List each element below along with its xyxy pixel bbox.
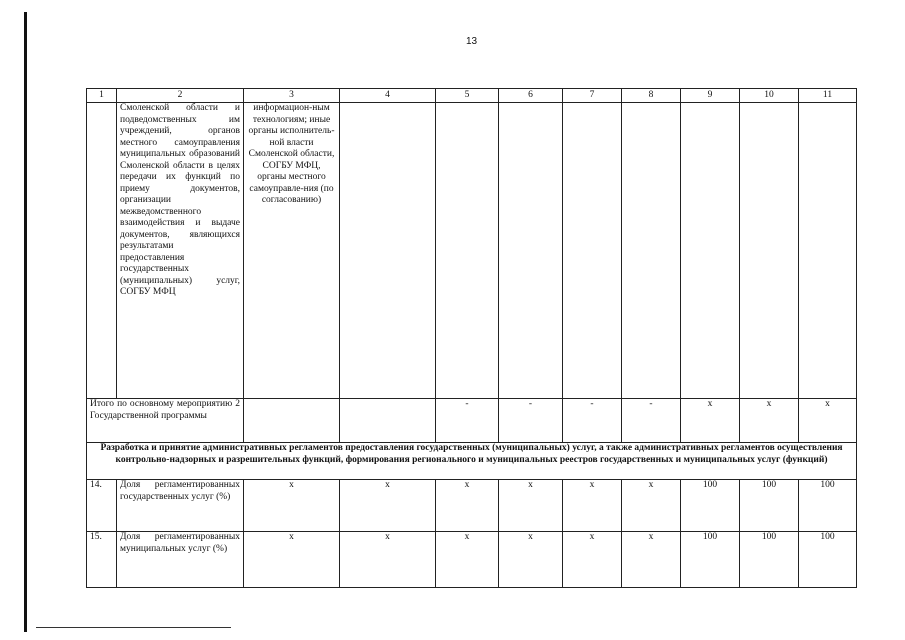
- header-cell: 4: [340, 89, 436, 103]
- header-cell: 7: [563, 89, 622, 103]
- header-cell: 2: [117, 89, 244, 103]
- row-number: 15.: [87, 532, 117, 588]
- total-row: Итого по основному мероприятию 2 Государственной программы - - - - х х х: [87, 399, 857, 443]
- header-cell: 5: [436, 89, 499, 103]
- column-number-row: [87, 89, 857, 103]
- header-cell: 3: [244, 89, 340, 103]
- row-number: 14.: [87, 480, 117, 532]
- table-row: [87, 103, 857, 399]
- left-margin-rule: [24, 12, 27, 632]
- table-row: 14. Доля регламентированных государственных услуг (%) х х х х х х 100 100 100: [87, 480, 857, 532]
- total-label: Итого по основному мероприятию 2 Государственной программы: [87, 399, 244, 443]
- header-cell: 1: [87, 89, 117, 103]
- indicators-table: [86, 88, 857, 588]
- header-cell: 8: [622, 89, 681, 103]
- section-title: Разработка и принятие административных регламентов предоставления государственных (муниципальных) услуг, а также административных регламентов осуществления контрольно-надзорных и разрешительных функций, формирования регионального и муниципальных реестров государственных и муниципальных услуг (функций): [87, 443, 857, 480]
- section-header-row: [87, 443, 857, 480]
- indicator-name: Доля регламентированных муниципальных услуг (%): [117, 532, 244, 588]
- header-cell: 9: [681, 89, 740, 103]
- executors-cell: информацион-ным технологиям; иные органы исполнитель-ной власти Смоленской области, СОГБУ МФЦ, органы местного самоуправле-ния (по согласованию): [244, 103, 340, 399]
- page-number: 13: [466, 36, 478, 47]
- table-row: 15. Доля регламентированных муниципальных услуг (%) х х х х х х 100 100 100: [87, 532, 857, 588]
- header-cell: 10: [740, 89, 799, 103]
- header-cell: 11: [799, 89, 857, 103]
- responsible-text-cell: Смоленской области и подведомственных им учреждений, органов местного самоуправления муниципальных образований Смоленской области в целях передачи их функций по приему документов, организации межведомственного взаимодействия и выдаче документов, являющихся результатами предоставления государственных (муниципальных) услуг, СОГБУ МФЦ: [117, 103, 244, 399]
- indicator-name: Доля регламентированных государственных услуг (%): [117, 480, 244, 532]
- header-cell: 6: [499, 89, 563, 103]
- footnote-separator: [36, 627, 231, 628]
